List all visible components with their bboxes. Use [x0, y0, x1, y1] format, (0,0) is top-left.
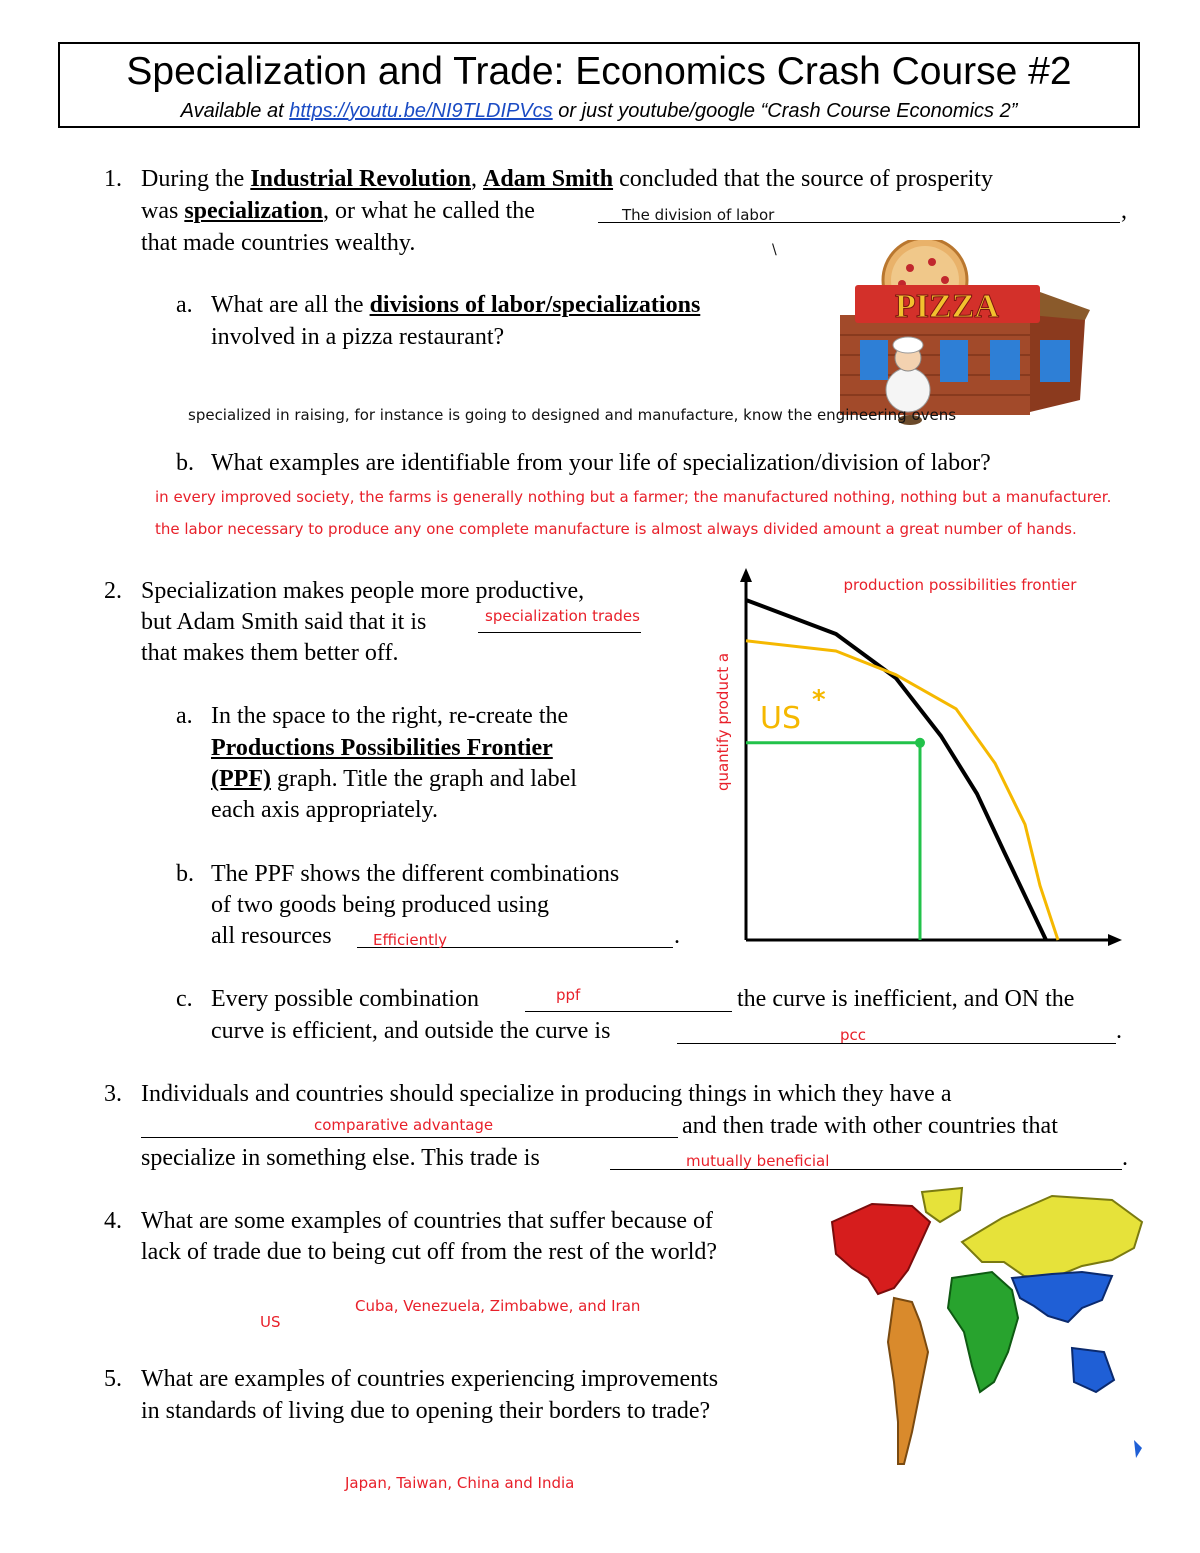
q2a-letter: a.	[176, 703, 193, 729]
q1b-answer-line2: the labor necessary to produce any one complete manufacture is almost always divided amount a great number of hands.	[155, 520, 1077, 538]
q2a-line3: (PPF) graph. Title the graph and label	[211, 766, 577, 792]
q2-line2: but Adam Smith said that it is	[141, 609, 427, 635]
series-line-0	[746, 600, 1046, 940]
q5-line2: in standards of living due to opening their borders to trade?	[141, 1398, 711, 1424]
world-map-illustration	[812, 1182, 1152, 1482]
q1-answer: The division of labor	[622, 206, 775, 224]
adam-smith-term: Adam Smith	[483, 166, 614, 192]
q2c-period: .	[1116, 1018, 1122, 1044]
chart-title: production possibilities frontier	[843, 576, 1077, 594]
q2b-line1: The PPF shows the different combinations	[211, 861, 620, 887]
page-title: Specialization and Trade: Economics Crash Course #2	[126, 50, 1072, 93]
q2b-line3: all resources	[211, 923, 332, 949]
video-link[interactable]: https://youtu.be/NI9TLDIPVcs	[289, 100, 553, 122]
industrial-revolution-term: Industrial Revolution	[250, 166, 472, 192]
q2-answer: specialization trades	[485, 607, 640, 625]
y-axis-label: quantify product a	[714, 652, 732, 792]
q2c-answer2-line[interactable]	[677, 1043, 1116, 1044]
q2a-line1: In the space to the right, re-create the	[211, 703, 569, 729]
q2c-letter: c.	[176, 986, 193, 1012]
q4-line2: lack of trade due to being cut off from the rest of the world?	[141, 1239, 718, 1265]
q2c-line1-pre: Every possible combination	[211, 986, 479, 1012]
q2b-line2: of two goods being produced using	[211, 892, 549, 918]
pizza-sign: PIZZA	[895, 288, 999, 325]
q1a-answer: specialized in raising, for instance is going to designed and manufacture, know the engineering ovens	[188, 406, 957, 424]
subtitle	[60, 100, 1138, 123]
q5-answer: Japan, Taiwan, China and India	[345, 1474, 575, 1492]
q2c-answer2: pcc	[840, 1026, 867, 1044]
subtitle-prefix: Available at	[180, 100, 290, 122]
divisions-of-labor-term: divisions of labor/specializations	[369, 292, 701, 318]
q3-line2-post: and then trade with other countries that	[682, 1113, 1058, 1139]
specialization-term: specialization	[184, 198, 323, 224]
q1a-letter: a.	[176, 292, 193, 318]
q2b-answer: Efficiently	[373, 931, 448, 949]
pizza-restaurant-illustration	[830, 240, 1100, 430]
q3-answer1-line[interactable]	[141, 1137, 678, 1138]
q2-line3: that makes them better off.	[141, 640, 399, 666]
q1a-line2: involved in a pizza restaurant?	[211, 324, 505, 350]
title-box	[58, 42, 1140, 128]
q3-number: 3.	[104, 1081, 122, 1107]
production-point	[915, 738, 925, 748]
star-mark: *	[812, 685, 826, 715]
y-axis-arrow	[740, 568, 752, 582]
q1a-line1: What are all the divisions of labor/specializations	[211, 292, 701, 318]
q4-answer2: US	[260, 1313, 281, 1331]
q1-number: 1.	[104, 166, 122, 192]
q3-period: .	[1122, 1145, 1128, 1171]
q4-line1: What are some examples of countries that suffer because of	[141, 1208, 713, 1234]
ppf-chart	[690, 560, 1140, 960]
q2b-period: .	[674, 923, 680, 949]
q3-line3-pre: specialize in something else. This trade is	[141, 1145, 540, 1171]
q1b-text: What examples are identifiable from your life of specialization/division of labor?	[211, 450, 991, 476]
q1b-answer-line1: in every improved society, the farms is generally nothing but a farmer; the manufactured nothing, nothing but a manufacturer.	[155, 488, 1112, 506]
q4-answer1: Cuba, Venezuela, Zimbabwe, and Iran	[355, 1297, 641, 1315]
q1-line2: was specialization, or what he called the	[141, 198, 535, 224]
subtitle-suffix: or just youtube/google “Crash Course Economics 2”	[552, 100, 1018, 122]
q2-answer-line[interactable]	[478, 632, 641, 633]
q5-number: 5.	[104, 1366, 122, 1392]
q3-line1: Individuals and countries should specialize in producing things in which they have a	[141, 1081, 952, 1107]
q2a-line4: each axis appropriately.	[211, 797, 439, 823]
q2c-line2: curve is efficient, and outside the curve is	[211, 1018, 611, 1044]
q2b-letter: b.	[176, 861, 194, 887]
q2c-answer1: ppf	[556, 986, 581, 1004]
q1-line3: that made countries wealthy.	[141, 230, 416, 256]
q5-line1: What are examples of countries experiencing improvements	[141, 1366, 719, 1392]
x-axis-arrow	[1108, 934, 1122, 946]
q1b-letter: b.	[176, 450, 194, 476]
q2c-answer1-line[interactable]	[525, 1011, 732, 1012]
ppf-term: Productions Possibilities Frontier	[211, 735, 553, 761]
q3-answer2: mutually beneficial	[686, 1152, 830, 1170]
us-annotation: US	[760, 701, 802, 736]
q3-answer1: comparative advantage	[314, 1116, 494, 1134]
q4-number: 4.	[104, 1208, 122, 1234]
q1-line1: During the Industrial Revolution, Adam Smith concluded that the source of prosperity	[141, 166, 993, 192]
q2-line1: Specialization makes people more productive,	[141, 578, 585, 604]
q2c-line1-post: the curve is inefficient, and ON the	[737, 986, 1075, 1012]
q2-number: 2.	[104, 578, 122, 604]
q1-comma: ,	[1121, 198, 1127, 224]
stray-mark: \	[772, 242, 777, 258]
ppf-abbrev: (PPF)	[211, 766, 271, 792]
